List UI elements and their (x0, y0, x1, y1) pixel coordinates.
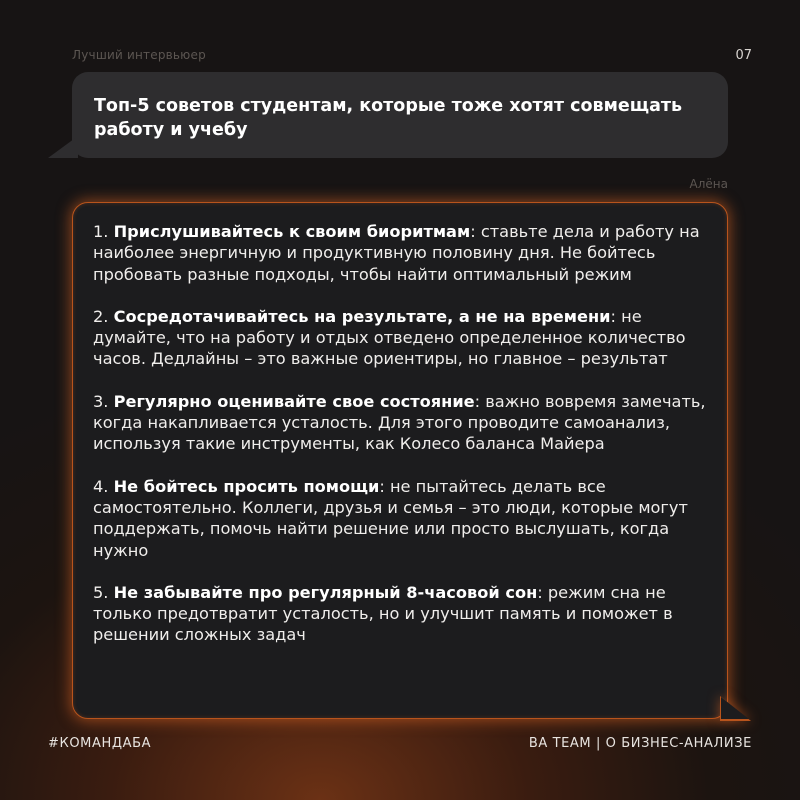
tip-number: 4. (93, 476, 109, 496)
tip-item (93, 306, 707, 370)
interviewer-label: Лучший интервьюер (72, 48, 206, 62)
page-number: 07 (735, 48, 752, 63)
tip-body: : не думайте, что на работу и отдых отведено определенное количество часов. Дедлайны – это важные ориентиры, но главное – результат (93, 306, 686, 369)
tip-number: 2. (93, 306, 109, 326)
tip-number: 5. (93, 582, 109, 602)
hashtag-label: #КОМАНДАБА (48, 736, 152, 751)
tip-body: : не пытайтесь делать все самостоятельно. Коллеги, друзья и семья – это люди, которые могут поддержать, помочь найти решение или просто выслушать, когда нужно (93, 476, 688, 560)
tip-title: Не забывайте про регулярный 8-часовой сон (113, 582, 538, 602)
answer-author-label: Алёна (689, 177, 728, 191)
question-bubble-tail (48, 136, 78, 158)
tip-number: 1. (93, 222, 109, 241)
tip-title: Не бойтесь просить помощи (113, 476, 380, 496)
tip-body: : ставьте дела и работу на наиболее энергичную и продуктивную половину дня. Не бойтесь пробовать разные подходы, чтобы найти оптимальный режим (93, 222, 700, 284)
brand-label: BA TEAM | О БИЗНЕС-АНАЛИЗЕ (528, 736, 752, 751)
tip-item (93, 221, 707, 285)
tip-title: Прислушивайтесь к своим биоритмам (113, 222, 471, 241)
tip-item (93, 582, 707, 646)
tip-title: Регулярно оценивайте свое состояние (113, 391, 475, 411)
answer-bubble-tail (721, 697, 749, 719)
tip-item (93, 476, 707, 561)
tip-number: 3. (93, 391, 109, 411)
tip-item (93, 391, 707, 455)
question-text: Топ-5 советов студентам, которые тоже хотят совмещать работу и учебу (94, 96, 683, 140)
tip-body: : режим сна не только предотвратит усталость, но и улучшит память и поможет в решении сложных задач (93, 582, 673, 645)
question-bubble (72, 72, 728, 158)
tip-title: Сосредотачивайтесь на результате, а не на времени (113, 306, 611, 326)
tip-body: : важно вовремя замечать, когда накапливается усталость. Для этого проводите самоанализ, используя такие инструменты, как Колесо баланса Майера (93, 391, 706, 454)
answer-bubble (72, 202, 728, 719)
